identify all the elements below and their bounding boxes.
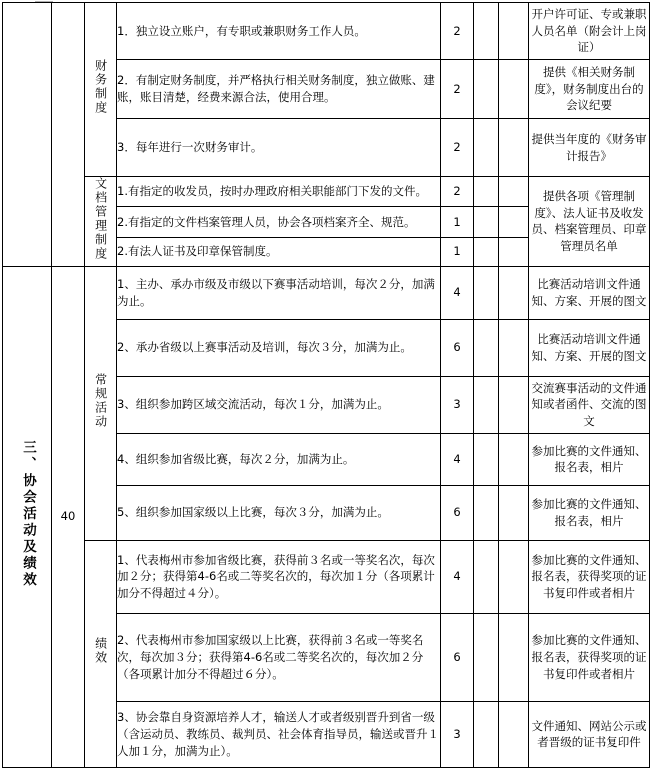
- blank-cell-b: [499, 613, 529, 701]
- blank-cell-b: [499, 3, 529, 60]
- table-row: [3, 3, 650, 60]
- blank-cell-a: [474, 376, 499, 433]
- score-cell: 1: [441, 237, 474, 266]
- blank-cell-a: [474, 319, 499, 376]
- evidence-cell: 交流赛事活动的文件通知或者函件、交流的图文: [529, 376, 650, 433]
- evidence-cell: 参加比赛的文件通知、报名表，相片: [529, 485, 650, 540]
- evidence-cell: 参加比赛的文件通知、报名表，获得奖项的证书复印件或者相片: [529, 613, 650, 701]
- score-cell: 2: [441, 119, 474, 177]
- blank-cell-b: [499, 60, 529, 119]
- blank-cell-a: [474, 3, 499, 60]
- criteria-cell: 2.有指定的文件档案管理人员，协会各项档案齐全、规范。: [117, 206, 441, 237]
- criteria-cell: 2、代表梅州市参加国家级以上比赛，获得前３名或一等奖名次，每次加３分；获得第4-6名或二等奖名次的，每次加２分（各项累计加分不得超过６分）。: [117, 613, 441, 701]
- score-cell: 4: [441, 266, 474, 319]
- score-cell: 4: [441, 540, 474, 613]
- score-cell: 3: [441, 701, 474, 767]
- blank-cell-b: [499, 540, 529, 613]
- table-row: [3, 266, 650, 319]
- blank-cell-a: [474, 206, 499, 237]
- evidence-cell: 开户许可证、专或兼职人员名单（附会计上岗证）: [529, 3, 650, 60]
- evidence-cell: 参加比赛的文件通知、报名表，相片: [529, 433, 650, 485]
- blank-cell-a: [474, 613, 499, 701]
- evidence-cell: 提供当年度的《财务审计报告》: [529, 119, 650, 177]
- blank-cell-a: [474, 485, 499, 540]
- table-body: [3, 3, 650, 768]
- evidence-cell: 比赛活动培训文件通知、方案、开展的图文: [529, 319, 650, 376]
- blank-cell-a: [474, 433, 499, 485]
- category-label: 三、协会活动及绩效: [19, 440, 36, 589]
- scoring-table: [2, 2, 650, 768]
- criteria-cell: 3．每年进行一次财务审计。: [117, 119, 441, 177]
- criteria-cell: 1、主办、承办市级及市级以下赛事活动培训，每次２分，加满为止。: [117, 266, 441, 319]
- category-cell-upper: [3, 3, 52, 267]
- blank-cell-b: [499, 376, 529, 433]
- score-cell: 6: [441, 613, 474, 701]
- blank-cell-b: [499, 237, 529, 266]
- evidence-cell: 提供各项《管理制度》、法人证书及收发员、档案管理员、印章管理员名单: [529, 177, 650, 267]
- score-cell: 4: [441, 433, 474, 485]
- subcategory-cell-regular-activities: [85, 266, 117, 540]
- criteria-cell: 3、组织参加跨区域交流活动，每次１分，加满为止。: [117, 376, 441, 433]
- blank-cell-a: [474, 266, 499, 319]
- score-cell: 6: [441, 319, 474, 376]
- blank-cell-b: [499, 266, 529, 319]
- evidence-cell: 比赛活动培训文件通知、方案、开展的图文: [529, 266, 650, 319]
- criteria-cell: 1、代表梅州市参加省级比赛，获得前３名或一等奖名次，每次加２分；获得第4-6名或二等奖名次的，每次加１分（各项累计加分不得超过４分）。: [117, 540, 441, 613]
- blank-cell-a: [474, 177, 499, 207]
- subcategory-cell-docmgmt: [85, 177, 117, 267]
- subcategory-label: 常规活动: [93, 372, 108, 429]
- score-cell: 2: [441, 60, 474, 119]
- subcategory-label: 绩效: [93, 637, 108, 666]
- subcategory-label: 财务制度: [93, 59, 108, 116]
- score-cell: 2: [441, 177, 474, 207]
- subcategory-cell-performance: [85, 540, 117, 767]
- blank-cell-b: [499, 177, 529, 207]
- evidence-cell: 参加比赛的文件通知、报名表，获得奖项的证书复印件或者相片: [529, 540, 650, 613]
- blank-cell-a: [474, 119, 499, 177]
- evidence-cell: 文件通知、网站公示或者晋级的证书复印件: [529, 701, 650, 767]
- subcategory-label: 文档管理制度: [93, 177, 108, 261]
- criteria-cell: 3、协会靠自身资源培养人才，输送人才或者级别晋升到省一级（含运动员、教练员、裁判员、社会体育指导员，输送或晋升１人加１分，加满为止）。: [117, 701, 441, 767]
- score-cell: 1: [441, 206, 474, 237]
- weight-cell-activities: 40: [52, 266, 85, 767]
- blank-cell-b: [499, 119, 529, 177]
- blank-cell-b: [499, 485, 529, 540]
- criteria-cell: 2.有法人证书及印章保管制度。: [117, 237, 441, 266]
- blank-cell-a: [474, 701, 499, 767]
- criteria-cell: 5、组织参加国家级以上比赛，每次３分，加满为止。: [117, 485, 441, 540]
- criteria-cell: 2．有制定财务制度，并严格执行相关财务制度，独立做账、建账，账目清楚，经费来源合法，使用合理。: [117, 60, 441, 119]
- table-row: [3, 540, 650, 613]
- blank-cell-b: [499, 206, 529, 237]
- blank-cell-b: [499, 319, 529, 376]
- score-cell: 2: [441, 3, 474, 60]
- blank-cell-a: [474, 60, 499, 119]
- blank-cell-a: [474, 540, 499, 613]
- score-cell: 6: [441, 485, 474, 540]
- weight-cell-upper: [52, 3, 85, 267]
- criteria-cell: 1．独立设立账户，有专职或兼职财务工作人员。: [117, 3, 441, 60]
- category-cell-activities: [3, 266, 52, 767]
- score-cell: 3: [441, 376, 474, 433]
- subcategory-cell-finance: [85, 3, 117, 177]
- table-row: [3, 177, 650, 207]
- blank-cell-b: [499, 701, 529, 767]
- criteria-cell: 2、承办省级以上赛事活动及培训，每次３分，加满为止。: [117, 319, 441, 376]
- blank-cell-b: [499, 433, 529, 485]
- criteria-cell: 4、组织参加省级比赛，每次２分，加满为止。: [117, 433, 441, 485]
- blank-cell-a: [474, 237, 499, 266]
- evidence-cell: 提供《相关财务制度》，财务制度出台的会议纪要: [529, 60, 650, 119]
- criteria-cell: 1.有指定的收发员，按时办理政府相关职能部门下发的文件。: [117, 177, 441, 207]
